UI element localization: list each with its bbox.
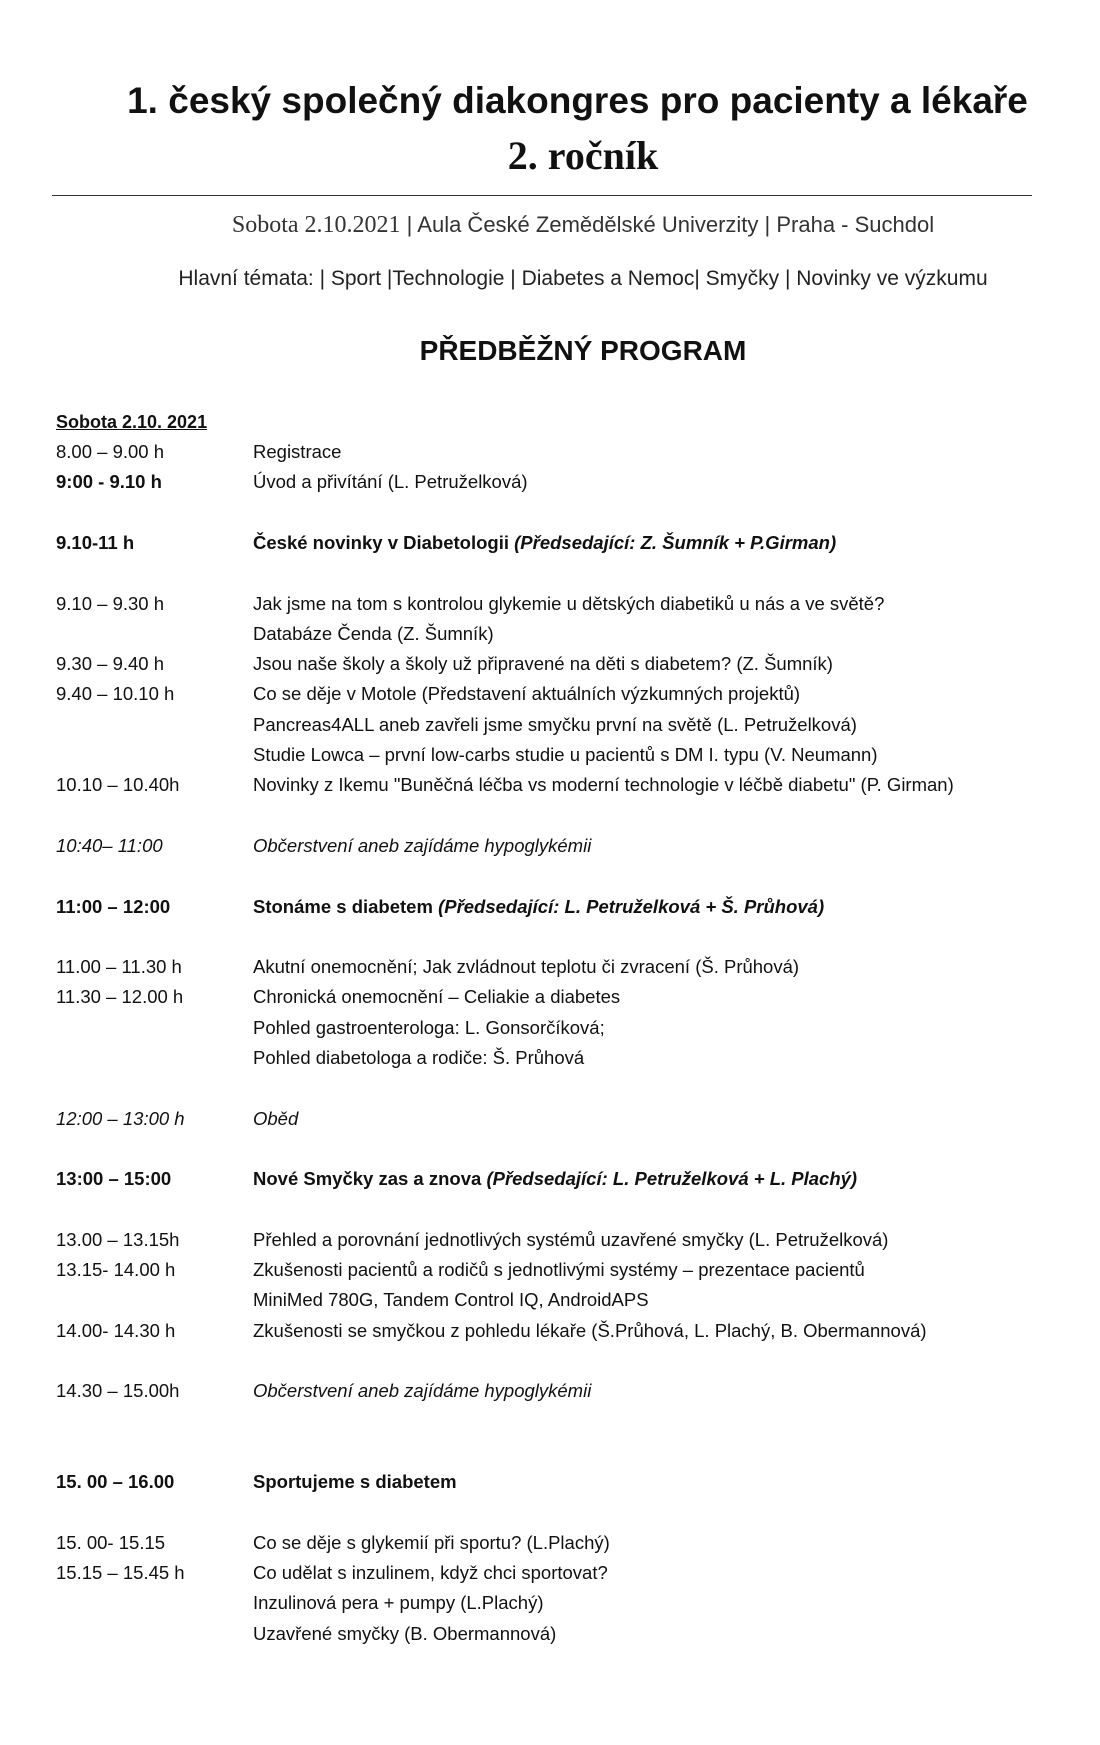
- session-chair: (Předsedající: L. Petruželková + Š. Průhová): [438, 896, 825, 917]
- document-subtitle: 2. ročník: [507, 133, 659, 178]
- row-desc: Co udělat s inzulinem, když chci sportovat?: [253, 1562, 608, 1583]
- program-day: Sobota 2.10. 2021: [56, 412, 208, 432]
- row-desc: Akutní onemocnění; Jak zvládnout teplotu či zvracení (Š. Průhová): [253, 956, 800, 977]
- row-time: 13.00 – 13.15h: [56, 1229, 180, 1250]
- row-time: 14.30 – 15.00h: [56, 1380, 180, 1401]
- session-name: Stonáme s diabetem: [253, 896, 433, 917]
- row-desc: Oběd: [253, 1108, 299, 1129]
- row-desc: Přehled a porovnání jednotlivých systémů uzavřené smyčky (L. Petruželková): [253, 1229, 889, 1250]
- row-desc: Zkušenosti pacientů a rodičů s jednotlivými systémy – prezentace pacientů: [253, 1259, 865, 1280]
- session-title: [253, 1168, 857, 1190]
- row-time: 14.00- 14.30 h: [56, 1320, 176, 1341]
- row-time: 15.15 – 15.45 h: [56, 1562, 185, 1583]
- session-title: [253, 896, 824, 918]
- row-desc: Jsou naše školy a školy už připravené na děti s diabetem? (Z. Šumník): [253, 653, 833, 674]
- row-time: 15. 00- 15.15: [56, 1532, 166, 1553]
- row-time: 9.30 – 9.40 h: [56, 653, 165, 674]
- row-time: 12:00 – 13:00 h: [56, 1108, 185, 1129]
- row-desc: Databáze Čenda (Z. Šumník): [253, 623, 494, 644]
- row-desc: MiniMed 780G, Tandem Control IQ, AndroidAPS: [253, 1289, 649, 1310]
- row-desc: Občerstvení aneb zajídáme hypoglykémii: [253, 1380, 592, 1401]
- session-time: 11:00 – 12:00: [56, 896, 171, 917]
- row-desc: Inzulinová pera + pumpy (L.Plachý): [253, 1592, 544, 1613]
- row-desc: Pancreas4ALL aneb zavřeli jsme smyčku první na světě (L. Petruželková): [253, 714, 857, 735]
- row-time: 8.00 – 9.00 h: [56, 441, 165, 462]
- session-chair: (Předsedající: Z. Šumník + P.Girman): [514, 532, 837, 553]
- row-desc: Co se děje v Motole (Představení aktuálních výzkumných projektů): [253, 683, 801, 704]
- row-time: 9:00 - 9.10 h: [56, 471, 162, 492]
- row-desc: Studie Lowca – první low-carbs studie u pacientů s DM I. typu (V. Neumann): [253, 744, 878, 765]
- row-desc: Úvod a přivítání (L. Petruželková): [253, 471, 528, 492]
- row-desc: Chronická onemocnění – Celiakie a diabetes: [253, 986, 621, 1007]
- session-time: 13:00 – 15:00: [56, 1168, 172, 1189]
- row-time: 11.00 – 11.30 h: [56, 956, 182, 977]
- row-desc: Uzavřené smyčky (B. Obermannová): [253, 1623, 557, 1644]
- session-chair: (Předsedající: L. Petruželková + L. Plachý): [486, 1168, 858, 1189]
- session-name: Nové Smyčky zas a znova: [253, 1168, 482, 1189]
- event-date: Sobota 2.10.2021: [231, 212, 401, 238]
- row-time: 9.10 – 9.30 h: [56, 593, 165, 614]
- program-heading: PŘEDBĚŽNÝ PROGRAM: [419, 335, 747, 366]
- row-time: 9.40 – 10.10 h: [56, 683, 175, 704]
- row-desc: Registrace: [253, 441, 342, 462]
- row-desc: Zkušenosti se smyčkou z pohledu lékaře (Š.Průhová, L. Plachý, B. Obermannová): [253, 1320, 927, 1341]
- row-desc: Novinky z Ikemu "Buněčná léčba vs moderní technologie v léčbě diabetu" (P. Girman): [253, 774, 954, 795]
- session-name: České novinky v Diabetologii: [253, 532, 509, 553]
- session-time: 15. 00 – 16.00: [56, 1471, 175, 1492]
- header-divider: [52, 195, 1032, 196]
- row-time: 11.30 – 12.00 h: [56, 986, 184, 1007]
- row-desc: Pohled gastroenterologa: L. Gonsorčíková;: [253, 1017, 605, 1038]
- event-date-venue: [0, 212, 1100, 239]
- main-topics: Hlavní témata: | Sport |Technologie | Diabetes a Nemoc| Smyčky | Novinky ve výzkumu: [178, 267, 988, 290]
- row-time: 13.15- 14.00 h: [56, 1259, 176, 1280]
- session-title: [253, 532, 836, 554]
- session-time: 9.10-11 h: [56, 532, 135, 553]
- session-title: Sportujeme s diabetem: [253, 1471, 457, 1492]
- row-time: 10.10 – 10.40h: [56, 774, 180, 795]
- row-desc: Pohled diabetologa a rodiče: Š. Průhová: [253, 1047, 585, 1068]
- row-desc: Co se děje s glykemií při sportu? (L.Plachý): [253, 1532, 610, 1553]
- document-title: 1. český společný diakongres pro pacienty a lékaře: [127, 80, 1028, 121]
- row-time: 10:40– 11:00: [56, 835, 163, 856]
- row-desc: Jak jsme na tom s kontrolou glykemie u dětských diabetiků u nás a ve světě?: [253, 593, 885, 614]
- row-desc: Občerstvení aneb zajídáme hypoglykémii: [253, 835, 592, 856]
- event-venue: | Aula České Zemědělské Univerzity | Praha - Suchdol: [406, 212, 935, 237]
